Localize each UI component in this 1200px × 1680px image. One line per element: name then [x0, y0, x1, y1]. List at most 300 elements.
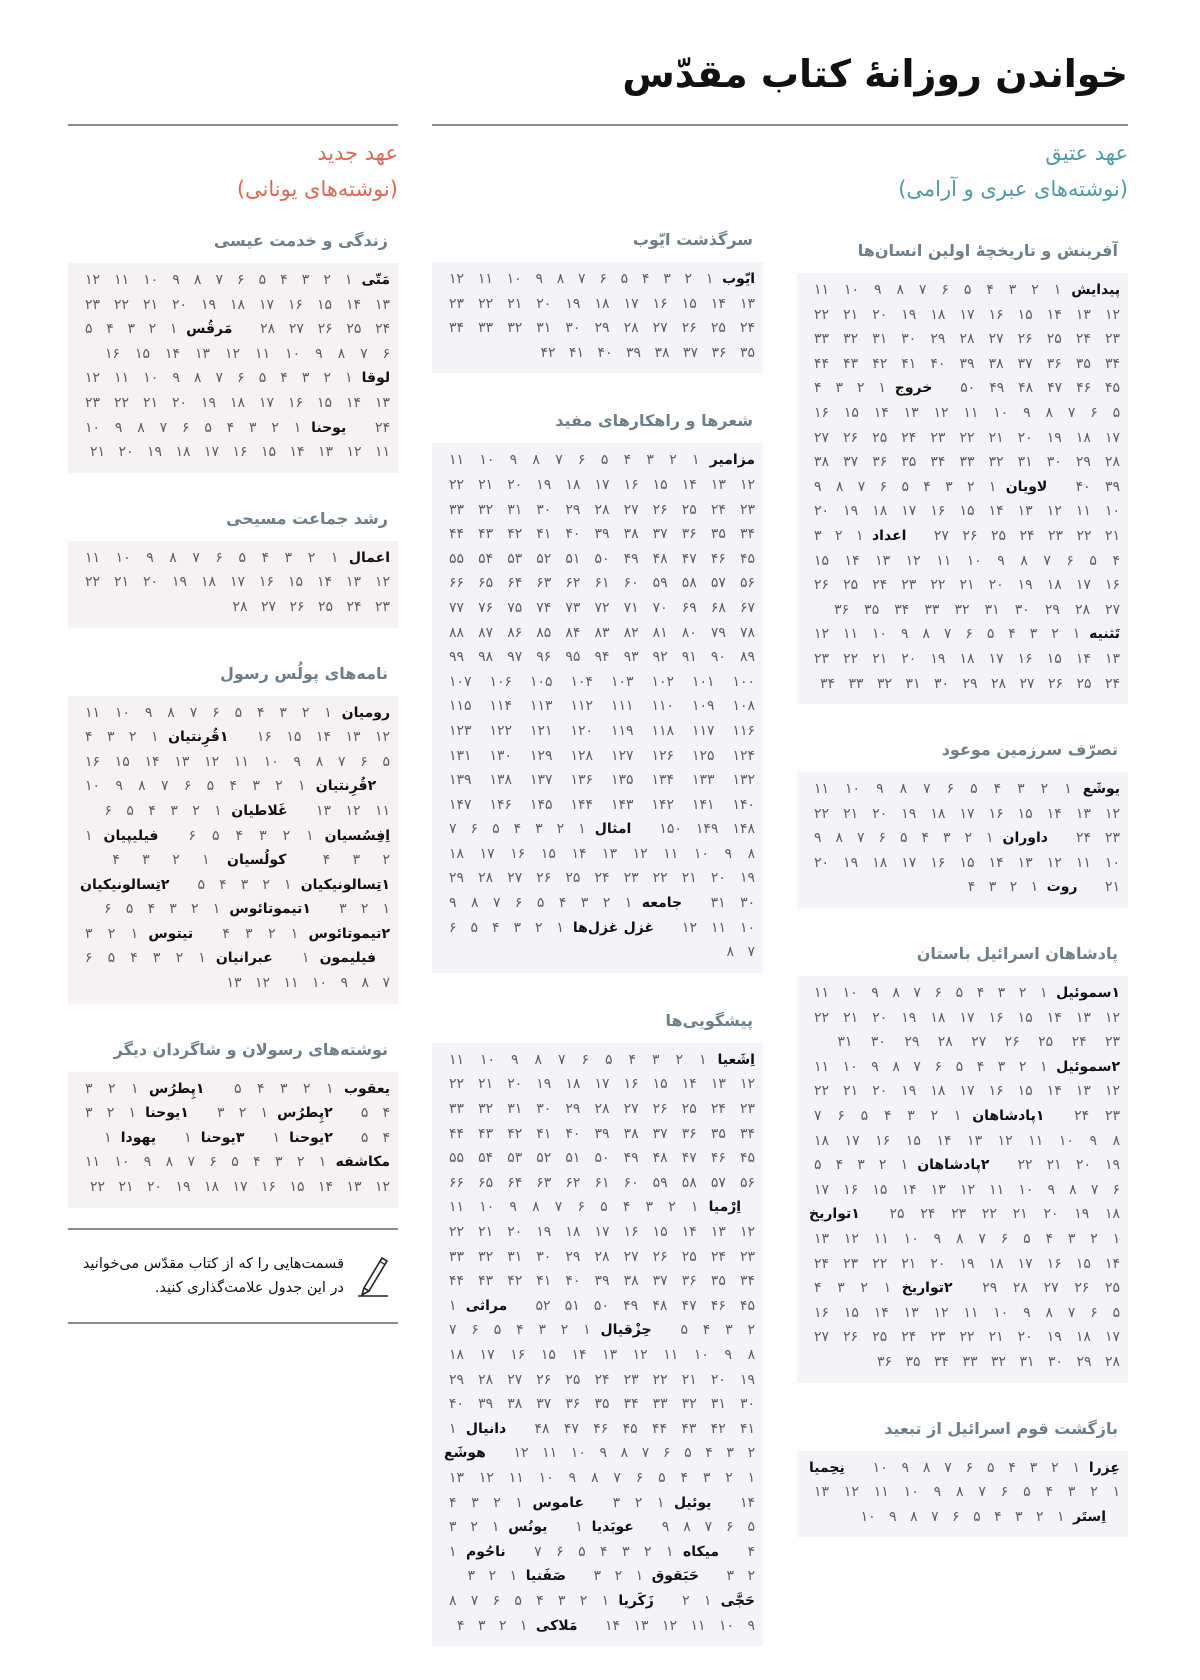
chapter-number[interactable]: ۳۲	[478, 1101, 494, 1118]
chapter-number[interactable]: ۲	[675, 1051, 684, 1068]
chapter-number[interactable]: ۱۹	[739, 870, 755, 887]
chapter-number[interactable]: ۱۱	[114, 272, 130, 288]
chapter-number[interactable]: ۳	[997, 985, 1006, 1002]
chapter-number[interactable]: ۱	[449, 1420, 457, 1437]
chapter-number[interactable]: ۱	[306, 827, 314, 844]
chapter-number[interactable]: ۴۳	[478, 1273, 494, 1290]
chapter-number[interactable]: ۱۵	[814, 552, 830, 569]
chapter-number[interactable]: ۳۰	[740, 895, 756, 912]
chapter-number[interactable]: ۷	[578, 271, 586, 287]
chapter-number[interactable]: ۲۰	[1075, 1157, 1091, 1174]
chapter-number[interactable]: ۹۹	[449, 649, 465, 666]
chapter-number[interactable]: ۶	[946, 781, 955, 798]
chapter-number[interactable]: ۱۶	[875, 1132, 891, 1149]
chapter-number[interactable]: ۳	[284, 549, 293, 566]
chapter-number[interactable]: ۱۱	[449, 1199, 465, 1216]
chapter-number[interactable]: ۷۳	[565, 599, 581, 616]
chapter-number[interactable]: ۲۴	[710, 1101, 726, 1118]
chapter-number[interactable]: ۱۹	[565, 295, 581, 312]
chapter-number[interactable]: ۱۱	[989, 1181, 1005, 1198]
chapter-number[interactable]: ۱۱	[1075, 503, 1091, 520]
chapter-number[interactable]: ۱۴	[681, 1076, 697, 1093]
chapter-number[interactable]: ۳۶	[711, 344, 727, 361]
chapter-number[interactable]: ۷	[857, 830, 865, 847]
chapter-number[interactable]: ۱	[1072, 626, 1081, 643]
chapter-number[interactable]: ۶۲	[565, 575, 581, 592]
chapter-number[interactable]: ۱	[1057, 1508, 1065, 1525]
chapter-number[interactable]: ۱۳	[710, 1224, 726, 1240]
chapter-number[interactable]: ۱	[856, 527, 864, 544]
chapter-number[interactable]: ۲۲	[872, 1255, 888, 1272]
chapter-number[interactable]: ۲	[275, 778, 283, 795]
chapter-number[interactable]: ۵۵	[449, 1150, 465, 1167]
chapter-number[interactable]: ۹	[143, 1154, 152, 1171]
chapter-number[interactable]: ۲۳	[623, 870, 639, 887]
chapter-number[interactable]: ۶	[581, 1051, 590, 1068]
chapter-number[interactable]: ۱۱	[936, 552, 952, 569]
chapter-number[interactable]: ۲۷	[933, 527, 949, 544]
chapter-number[interactable]: ۳	[259, 827, 267, 844]
chapter-number[interactable]: ۲۷	[971, 1034, 987, 1051]
chapter-number[interactable]: ۳	[1067, 1231, 1076, 1247]
chapter-number[interactable]: ۳۸	[623, 1125, 639, 1142]
chapter-number[interactable]: ۲۳	[1104, 1108, 1121, 1125]
chapter-number[interactable]: ۴۶	[710, 550, 726, 567]
chapter-number[interactable]: ۱۳۸	[489, 772, 513, 789]
chapter-number[interactable]: ۷	[1067, 404, 1076, 421]
chapter-number[interactable]: ۲۴	[710, 501, 726, 518]
chapter-number[interactable]: ۸	[922, 626, 930, 643]
chapter-number[interactable]: ۶۴	[507, 575, 523, 592]
chapter-number[interactable]: ۳۹	[594, 1273, 610, 1290]
chapter-number[interactable]: ۴	[382, 1129, 390, 1146]
chapter-number[interactable]: ۱۴	[165, 345, 181, 362]
chapter-number[interactable]: ۱۵	[540, 1346, 556, 1363]
chapter-number[interactable]: ۳	[152, 950, 161, 967]
chapter-number[interactable]: ۲۹	[982, 1280, 998, 1297]
chapter-number[interactable]: ۹	[114, 419, 123, 436]
chapter-number[interactable]: ۱	[624, 895, 633, 912]
chapter-number[interactable]: ۴۸	[652, 1150, 668, 1167]
chapter-number[interactable]: ۱۶	[814, 404, 830, 421]
chapter-number[interactable]: ۲	[684, 271, 693, 287]
chapter-number[interactable]: ۷	[338, 753, 346, 770]
chapter-number[interactable]: ۲	[323, 272, 331, 288]
chapter-number[interactable]: ۲۰	[1043, 1206, 1059, 1223]
chapter-number[interactable]: ۱۰	[85, 419, 101, 436]
chapter-number[interactable]: ۱۰	[1058, 1132, 1074, 1149]
chapter-number[interactable]: ۷	[215, 370, 224, 387]
chapter-number[interactable]: ۱۲۹	[530, 747, 553, 764]
chapter-number[interactable]: ۴۵	[622, 1420, 638, 1437]
chapter-number[interactable]: ۱۲۶	[651, 747, 675, 764]
chapter-number[interactable]: ۲	[860, 1280, 868, 1297]
chapter-number[interactable]: ۵	[360, 1129, 369, 1146]
chapter-number[interactable]: ۶	[556, 1543, 564, 1560]
chapter-number[interactable]: ۳۱	[905, 675, 921, 692]
chapter-number[interactable]: ۱۱	[85, 549, 101, 566]
chapter-number[interactable]: ۶۹	[681, 599, 697, 616]
chapter-number[interactable]: ۳	[301, 272, 310, 288]
chapter-number[interactable]: ۲۶	[843, 1329, 859, 1346]
chapter-number[interactable]: ۴۷	[681, 1297, 697, 1314]
chapter-number[interactable]: ۹	[1047, 1181, 1056, 1198]
chapter-number[interactable]: ۲۴	[920, 1206, 936, 1223]
chapter-number[interactable]: ۴	[106, 321, 114, 338]
chapter-number[interactable]: ۱۹	[930, 650, 946, 667]
chapter-number[interactable]: ۷	[360, 345, 368, 362]
chapter-number[interactable]: ۱۴	[681, 476, 697, 493]
chapter-number[interactable]: ۳۷	[1017, 355, 1033, 372]
chapter-number[interactable]: ۹	[340, 975, 349, 992]
chapter-number[interactable]: ۲۲	[814, 1009, 830, 1026]
chapter-number[interactable]: ۳	[645, 1199, 654, 1216]
chapter-number[interactable]: ۶	[599, 271, 607, 287]
chapter-number[interactable]: ۱۰۴	[570, 673, 594, 690]
chapter-number[interactable]: ۱۲	[204, 753, 220, 770]
chapter-number[interactable]: ۹	[315, 345, 323, 362]
chapter-number[interactable]: ۵	[970, 781, 978, 798]
chapter-number[interactable]: ۹	[146, 549, 154, 566]
chapter-number[interactable]: ۵	[900, 830, 908, 847]
chapter-number[interactable]: ۱۸	[565, 476, 581, 493]
chapter-number[interactable]: ۱۴	[315, 729, 331, 746]
chapter-number[interactable]: ۳	[245, 925, 253, 942]
chapter-number[interactable]: ۸	[892, 985, 900, 1002]
chapter-number[interactable]: ۲	[1036, 1508, 1044, 1525]
chapter-number[interactable]: ۵	[1089, 552, 1097, 569]
chapter-number[interactable]: ۱۸	[201, 574, 217, 591]
chapter-number[interactable]: ۱۰	[285, 345, 301, 362]
chapter-number[interactable]: ۲	[747, 1568, 756, 1585]
chapter-number[interactable]: ۲۴	[1071, 1034, 1087, 1051]
chapter-number[interactable]: ۱۰	[1104, 503, 1120, 520]
chapter-number[interactable]: ۱۰	[993, 1304, 1009, 1321]
chapter-number[interactable]: ۱۱	[873, 1231, 889, 1247]
chapter-number[interactable]: ۸	[1045, 1304, 1054, 1321]
chapter-number[interactable]: ۲	[534, 919, 543, 936]
chapter-number[interactable]: ۲۵	[1038, 1034, 1054, 1051]
chapter-number[interactable]: ۷	[189, 704, 198, 721]
chapter-number[interactable]: ۴	[622, 1199, 631, 1216]
chapter-number[interactable]: ۴۲	[507, 1125, 523, 1142]
chapter-number[interactable]: ۲	[175, 950, 184, 967]
chapter-number[interactable]: ۲۷	[507, 1371, 523, 1388]
chapter-number[interactable]: ۲۸	[959, 331, 975, 348]
chapter-number[interactable]: ۱	[318, 1154, 327, 1171]
chapter-number[interactable]: ۷	[492, 895, 501, 912]
chapter-number[interactable]: ۱۰۳	[611, 673, 634, 690]
chapter-number[interactable]: ۲۵	[843, 577, 859, 594]
chapter-number[interactable]: ۴	[628, 1051, 637, 1068]
chapter-number[interactable]: ۷	[931, 1508, 939, 1525]
chapter-number[interactable]: ۵۹	[652, 1174, 668, 1191]
chapter-number[interactable]: ۳	[988, 879, 997, 896]
chapter-number[interactable]: ۱۴۶	[489, 796, 513, 813]
chapter-number[interactable]: ۶	[382, 345, 391, 362]
chapter-number[interactable]: ۱۲	[739, 1224, 755, 1240]
chapter-number[interactable]: ۶	[726, 1519, 734, 1536]
chapter-number[interactable]: ۹۲	[652, 649, 668, 666]
chapter-number[interactable]: ۷	[943, 626, 952, 643]
chapter-number[interactable]: ۶۷	[739, 599, 755, 616]
chapter-number[interactable]: ۷	[558, 1051, 566, 1068]
chapter-number[interactable]: ۱۰	[143, 272, 159, 288]
chapter-number[interactable]: ۲۸	[594, 1248, 610, 1265]
chapter-number[interactable]: ۳۴	[930, 454, 946, 471]
chapter-number[interactable]: ۱۷	[988, 650, 1004, 667]
chapter-number[interactable]: ۱۳	[739, 295, 755, 312]
chapter-number[interactable]: ۱	[214, 802, 222, 819]
chapter-number[interactable]: ۱۱	[374, 802, 391, 819]
chapter-number[interactable]: ۲۳	[374, 598, 390, 615]
chapter-number[interactable]: ۱۳۰	[489, 747, 513, 764]
chapter-number[interactable]: ۶	[471, 1322, 479, 1339]
chapter-number[interactable]: ۶	[209, 1154, 217, 1171]
chapter-number[interactable]: ۲۷	[288, 321, 304, 338]
chapter-number[interactable]: ۱۱	[477, 271, 493, 287]
chapter-number[interactable]: ۱۰	[1104, 854, 1120, 871]
chapter-number[interactable]: ۸	[532, 452, 540, 469]
chapter-number[interactable]: ۲۷	[623, 501, 639, 518]
chapter-number[interactable]: ۳۱	[507, 501, 523, 518]
chapter-number[interactable]: ۴۷	[1047, 380, 1063, 397]
chapter-number[interactable]: ۴۸	[534, 1420, 550, 1437]
chapter-number[interactable]: ۴۹	[989, 380, 1005, 397]
chapter-number[interactable]: ۳۰	[536, 1101, 552, 1118]
chapter-number[interactable]: ۱	[1030, 879, 1039, 896]
chapter-number[interactable]: ۱۳	[1104, 650, 1120, 667]
chapter-number[interactable]: ۹	[535, 271, 543, 287]
chapter-number[interactable]: ۲۱	[959, 577, 975, 594]
chapter-number[interactable]: ۲	[602, 895, 611, 912]
chapter-number[interactable]: ۱۱۳	[530, 698, 553, 715]
chapter-number[interactable]: ۲	[1051, 626, 1059, 643]
chapter-number[interactable]: ۱۶	[256, 729, 272, 746]
chapter-number[interactable]: ۲۱	[872, 650, 888, 667]
chapter-number[interactable]: ۱۶	[652, 295, 668, 312]
chapter-number[interactable]: ۱۸	[930, 306, 946, 323]
chapter-number[interactable]: ۱۸	[959, 650, 975, 667]
chapter-number[interactable]: ۵	[126, 802, 134, 819]
chapter-number[interactable]: ۲۴	[594, 1371, 610, 1388]
chapter-number[interactable]: ۴	[226, 419, 235, 436]
chapter-number[interactable]: ۲۱	[143, 394, 159, 411]
chapter-number[interactable]: ۱۹	[901, 1009, 917, 1026]
chapter-number[interactable]: ۳۴	[739, 1125, 755, 1142]
chapter-number[interactable]: ۴	[1008, 626, 1016, 643]
chapter-number[interactable]: ۵۰	[594, 1150, 610, 1167]
chapter-number[interactable]: ۴	[253, 1154, 261, 1171]
chapter-number[interactable]: ۲	[556, 821, 565, 838]
chapter-number[interactable]: ۲	[282, 827, 291, 844]
chapter-number[interactable]: ۹	[871, 1058, 879, 1075]
chapter-number[interactable]: ۴	[680, 1469, 688, 1486]
chapter-number[interactable]: ۱۹	[739, 1371, 755, 1388]
chapter-number[interactable]: ۵	[107, 950, 116, 967]
chapter-number[interactable]: ۱۴	[317, 574, 333, 591]
chapter-number[interactable]: ۵۶	[739, 1174, 755, 1191]
chapter-number[interactable]: ۲۴	[346, 598, 362, 615]
chapter-number[interactable]: ۱۲	[843, 1231, 859, 1247]
chapter-number[interactable]: ۷	[192, 549, 200, 566]
chapter-number[interactable]: ۲	[668, 1199, 676, 1216]
chapter-number[interactable]: ۴۶	[710, 1150, 726, 1167]
chapter-number[interactable]: ۱۸	[930, 1083, 946, 1100]
chapter-number[interactable]: ۲۷	[623, 1101, 639, 1118]
chapter-number[interactable]: ۲	[360, 901, 369, 918]
chapter-number[interactable]: ۱۳	[1075, 1083, 1091, 1100]
chapter-number[interactable]: ۳۰	[870, 1034, 886, 1051]
chapter-number[interactable]: ۲	[493, 1494, 501, 1511]
chapter-number[interactable]: ۶۸	[710, 599, 726, 616]
chapter-number[interactable]: ۲	[682, 1592, 690, 1609]
chapter-number[interactable]: ۵	[986, 626, 995, 643]
chapter-number[interactable]: ۱۸	[565, 1076, 581, 1093]
chapter-number[interactable]: ۵	[206, 778, 215, 795]
chapter-number[interactable]: ۲۴	[375, 419, 391, 436]
chapter-number[interactable]: ۳۷	[652, 526, 668, 543]
chapter-number[interactable]: ۳۳	[962, 1353, 978, 1370]
chapter-number[interactable]: ۱	[1072, 1459, 1080, 1476]
chapter-number[interactable]: ۱۹	[175, 1179, 191, 1196]
chapter-number[interactable]: ۱۲	[959, 1181, 975, 1198]
chapter-number[interactable]: ۱	[1112, 1231, 1121, 1247]
chapter-number[interactable]: ۵	[620, 271, 629, 287]
chapter-number[interactable]: ۱۵	[652, 1076, 668, 1093]
chapter-number[interactable]: ۵	[85, 321, 93, 338]
chapter-number[interactable]: ۲	[747, 1322, 756, 1339]
chapter-number[interactable]: ۴۰	[565, 1273, 581, 1290]
chapter-number[interactable]: ۱	[324, 704, 332, 721]
chapter-number[interactable]: ۱	[509, 1568, 518, 1585]
chapter-number[interactable]: ۲۰	[146, 1179, 162, 1196]
chapter-number[interactable]: ۳۰	[536, 1248, 552, 1265]
chapter-number[interactable]: ۷۶	[478, 599, 494, 616]
chapter-number[interactable]: ۱۱	[814, 985, 830, 1002]
chapter-number[interactable]: ۳۹	[625, 344, 641, 361]
chapter-number[interactable]: ۱۲	[1104, 1009, 1120, 1026]
chapter-number[interactable]: ۶	[837, 1108, 845, 1125]
chapter-number[interactable]: ۱	[1039, 1058, 1048, 1075]
chapter-number[interactable]: ۱۰	[842, 985, 858, 1002]
chapter-number[interactable]: ۱	[169, 321, 178, 338]
chapter-number[interactable]: ۸	[892, 1058, 900, 1075]
chapter-number[interactable]: ۱	[272, 1129, 280, 1146]
chapter-number[interactable]: ۱۲	[375, 574, 391, 591]
chapter-number[interactable]: ۲۳	[739, 1101, 755, 1118]
chapter-number[interactable]: ۱۸	[872, 854, 888, 871]
chapter-number[interactable]: ۳۲	[990, 1353, 1006, 1370]
chapter-number[interactable]: ۴	[516, 1322, 524, 1339]
chapter-number[interactable]: ۱۹	[843, 503, 859, 520]
chapter-number[interactable]: ۱۰	[860, 1508, 876, 1525]
chapter-number[interactable]: ۶	[878, 830, 887, 847]
chapter-number[interactable]: ۲۲	[814, 306, 830, 323]
chapter-number[interactable]: ۶	[578, 452, 586, 469]
chapter-number[interactable]: ۴۳	[681, 1420, 697, 1437]
chapter-number[interactable]: ۱۷	[230, 574, 246, 591]
chapter-number[interactable]: ۲	[644, 1543, 652, 1560]
chapter-number[interactable]: ۳	[612, 1494, 621, 1511]
chapter-number[interactable]: ۲	[669, 452, 677, 469]
chapter-number[interactable]: ۱۵	[681, 295, 697, 312]
chapter-number[interactable]: ۱۷	[479, 845, 495, 862]
chapter-number[interactable]: ۳	[1015, 1508, 1023, 1525]
chapter-number[interactable]: ۳۶	[565, 1396, 581, 1413]
chapter-number[interactable]: ۵۰	[960, 380, 976, 397]
chapter-number[interactable]: ۳۹	[959, 355, 975, 372]
chapter-number[interactable]: ۶۱	[594, 575, 610, 592]
chapter-number[interactable]: ۱۰	[871, 626, 888, 643]
chapter-number[interactable]: ۱۵	[134, 345, 151, 362]
chapter-number[interactable]: ۱۱۸	[651, 722, 675, 739]
chapter-number[interactable]: ۱۶	[1104, 577, 1120, 594]
chapter-number[interactable]: ۹	[1023, 1304, 1031, 1321]
chapter-number[interactable]: ۶۱	[594, 1174, 610, 1191]
chapter-number[interactable]: ۵۱	[564, 1297, 580, 1314]
chapter-number[interactable]: ۲۳	[930, 429, 946, 446]
chapter-number[interactable]: ۱۱	[963, 404, 979, 421]
chapter-number[interactable]: ۶۰	[623, 1174, 639, 1191]
chapter-number[interactable]: ۹	[997, 552, 1005, 569]
chapter-number[interactable]: ۱۴۱	[692, 796, 715, 813]
chapter-number[interactable]: ۱۲	[632, 1346, 648, 1363]
chapter-number[interactable]: ۷	[159, 419, 168, 436]
chapter-number[interactable]: ۱۸	[988, 1255, 1004, 1272]
chapter-number[interactable]: ۸	[620, 1445, 629, 1462]
chapter-number[interactable]: ۲۷	[988, 331, 1004, 348]
chapter-number[interactable]: ۳	[275, 1154, 283, 1171]
chapter-number[interactable]: ۲	[267, 925, 276, 942]
chapter-number[interactable]: ۱	[692, 452, 700, 469]
chapter-number[interactable]: ۳۵	[864, 601, 880, 618]
chapter-number[interactable]: ۶	[1000, 1231, 1009, 1247]
chapter-number[interactable]: ۱۹	[1104, 1157, 1121, 1174]
chapter-number[interactable]: ۴	[1045, 1231, 1053, 1247]
chapter-number[interactable]: ۳۴	[739, 1273, 755, 1290]
chapter-number[interactable]: ۱	[198, 950, 206, 967]
chapter-number[interactable]: ۳	[142, 852, 150, 869]
chapter-number[interactable]: ۱۳	[1075, 1009, 1091, 1026]
chapter-number[interactable]: ۶	[952, 1508, 960, 1525]
chapter-number[interactable]: ۳۹	[594, 526, 610, 543]
chapter-number[interactable]: ۱۷	[959, 306, 975, 323]
chapter-number[interactable]: ۳	[593, 1568, 602, 1585]
chapter-number[interactable]: ۶	[492, 1592, 501, 1609]
chapter-number[interactable]: ۷	[1043, 552, 1051, 569]
chapter-number[interactable]: ۲۲	[981, 1206, 997, 1223]
chapter-number[interactable]: ۵	[234, 704, 243, 721]
chapter-number[interactable]: ۸۰	[681, 624, 697, 641]
chapter-number[interactable]: ۱۹	[536, 1224, 552, 1240]
chapter-number[interactable]: ۵۲	[535, 1297, 551, 1314]
chapter-number[interactable]: ۴	[1112, 552, 1120, 569]
chapter-number[interactable]: ۱۶	[259, 574, 275, 591]
chapter-number[interactable]: ۱۵	[1017, 1083, 1033, 1100]
chapter-number[interactable]: ۸	[899, 781, 908, 798]
chapter-number[interactable]: ۳	[1017, 781, 1025, 798]
chapter-number[interactable]: ۳۰	[565, 320, 581, 337]
chapter-number[interactable]: ۳۱	[872, 331, 888, 348]
chapter-number[interactable]: ۳	[945, 478, 953, 495]
chapter-number[interactable]: ۶	[104, 802, 112, 819]
chapter-number[interactable]: ۵	[536, 895, 545, 912]
chapter-number[interactable]: ۲۸	[594, 501, 610, 518]
chapter-number[interactable]: ۱	[666, 1543, 674, 1560]
chapter-number[interactable]: ۲۷	[814, 429, 830, 446]
chapter-number[interactable]: ۳۸	[654, 344, 670, 361]
